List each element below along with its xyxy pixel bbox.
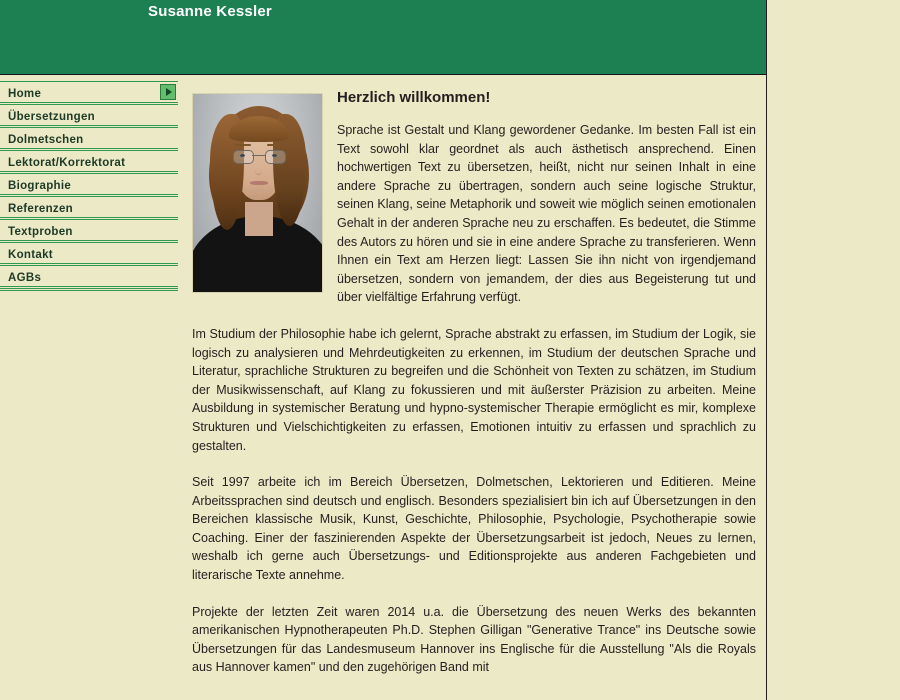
- nav-expand-arrow-button[interactable]: [160, 84, 176, 100]
- sidebar-item-label: Biographie: [8, 180, 72, 192]
- nav-list: [0, 81, 178, 287]
- paragraph-intro: Sprache ist Gestalt und Klang gewordener Gedanke. Im besten Fall ist ein Text sowohl klar geordnet als auch ästhetisch ansprechend. Einen hochwertigen Text zu übersetzen, heißt, nicht nur seinen Inhalt in eine andere Sprache zu übertragen, sondern auch seine logische Struktur, seinen Klang, seine Metaphorik und soweit wie möglich seinen emotionalen Gehalt in der anderen Sprache neu zu erschaffen. Es bedeutet, die Stimme des Autors zu hören und sie in eine andere Sprache zu transferieren. Wenn Ihnen ein Text am Herzen liegt: Lassen Sie ihn nicht von irgendjemand übersetzen, sondern von jemandem, der dies aus Begeisterung tut und über vielfältige Erfahrung verfügt.: [337, 123, 756, 305]
- photo-eye-right: [272, 154, 277, 157]
- sidebar-item-biographie[interactable]: [0, 173, 178, 195]
- photo-mouth: [250, 181, 268, 185]
- photo-eyebrow-right: [267, 144, 283, 146]
- sidebar-item-lektorat-korrektorat[interactable]: [0, 150, 178, 172]
- photo-nose: [255, 164, 262, 175]
- photo-glasses-bridge: [252, 155, 265, 156]
- portrait-photo: [192, 93, 323, 293]
- page-title: Susanne Kessler: [148, 3, 272, 20]
- sidebar-item-label: Lektorat/Korrektorat: [8, 157, 126, 169]
- triangle-right-icon: [166, 88, 172, 96]
- photo-glasses-right-lens: [265, 150, 286, 164]
- nav-list-bottom-rule: [0, 288, 178, 291]
- sidebar-item-uebersetzungen[interactable]: [0, 104, 178, 126]
- sidebar-item-label: AGBs: [8, 272, 42, 284]
- paragraph-career: Seit 1997 arbeite ich im Bereich Übersetzen, Dolmetschen, Lektorieren und Editieren. Meine Arbeitssprachen sind deutsch und englisch. Besonders spezialisiert bin ich auf Übersetzungen in den Bereichen klassische Musik, Kunst, Geschichte, Philosophie, Psychologie, Psychotherapie sowie Coaching. Einer der faszinierenden Aspekte der Übersetzungsarbeit ist jedoch, Neues zu lernen, weshalb ich gerne auch Übersetzungs- und Editionsprojekte aus anderen Fachgebieten und literarische Texte annehme.: [192, 475, 756, 583]
- photo-eye-left: [240, 154, 245, 157]
- sidebar-item-label: Referenzen: [8, 203, 73, 215]
- welcome-heading: Herzlich willkommen!: [337, 89, 491, 106]
- sidebar-item-kontakt[interactable]: [0, 242, 178, 264]
- sidebar-item-home[interactable]: [0, 81, 178, 103]
- photo-eyebrow-left: [235, 144, 251, 146]
- photo-glasses-left-lens: [233, 150, 254, 164]
- body-wrapper: [0, 75, 766, 699]
- sidebar-item-agbs[interactable]: [0, 265, 178, 287]
- sidebar-item-referenzen[interactable]: [0, 196, 178, 218]
- sidebar-item-label: Dolmetschen: [8, 134, 84, 146]
- main-content: [192, 75, 756, 677]
- sidebar-item-label: Übersetzungen: [8, 111, 95, 123]
- sidebar-item-label: Textproben: [8, 226, 73, 238]
- sidebar-item-label: Kontakt: [8, 249, 53, 261]
- sidebar-item-label: Home: [8, 88, 42, 100]
- sidebar-item-dolmetschen[interactable]: [0, 127, 178, 149]
- sidebar-navigation: [0, 75, 178, 291]
- site-header: [0, 0, 766, 75]
- paragraph-projects: Projekte der letzten Zeit waren 2014 u.a. die Übersetzung des neuen Werks des bekannten amerikanischen Hypnotherapeuten Ph.D. Stephen Gilligan "Generative Trance" ins Deutsche sowie Übersetzungen für das Landesmuseum Hannover ins Englische für die Ausstellung "Als die Royals aus Hannover kamen" und den zugehörigen Band mit: [192, 604, 756, 675]
- right-gutter: [768, 0, 900, 700]
- paragraph-studies: Im Studium der Philosophie habe ich gelernt, Sprache abstrakt zu erfassen, im Studium der Logik, sie logisch zu analysieren und Mehrdeutigkeiten zu erkennen, im Studium der deutschen Sprache und Literatur, sprachliche Strukturen zu begreifen und die Schönheit von Texten zu schätzen, im Studium der Musikwissenschaft, auf Klang zu fokussieren und mit äußerster Präzision zu arbeiten. Meine Ausbildung in systemischer Beratung und hypno-systemischer Therapie ermöglicht es mir, komplexe Strukturen und Vielschichtigkeiten zu erfassen, Emotionen intuitiv zu erfassen und sprachlich zu gestalten.: [192, 326, 756, 453]
- sidebar-item-textproben[interactable]: [0, 219, 178, 241]
- photo-neck: [245, 202, 273, 236]
